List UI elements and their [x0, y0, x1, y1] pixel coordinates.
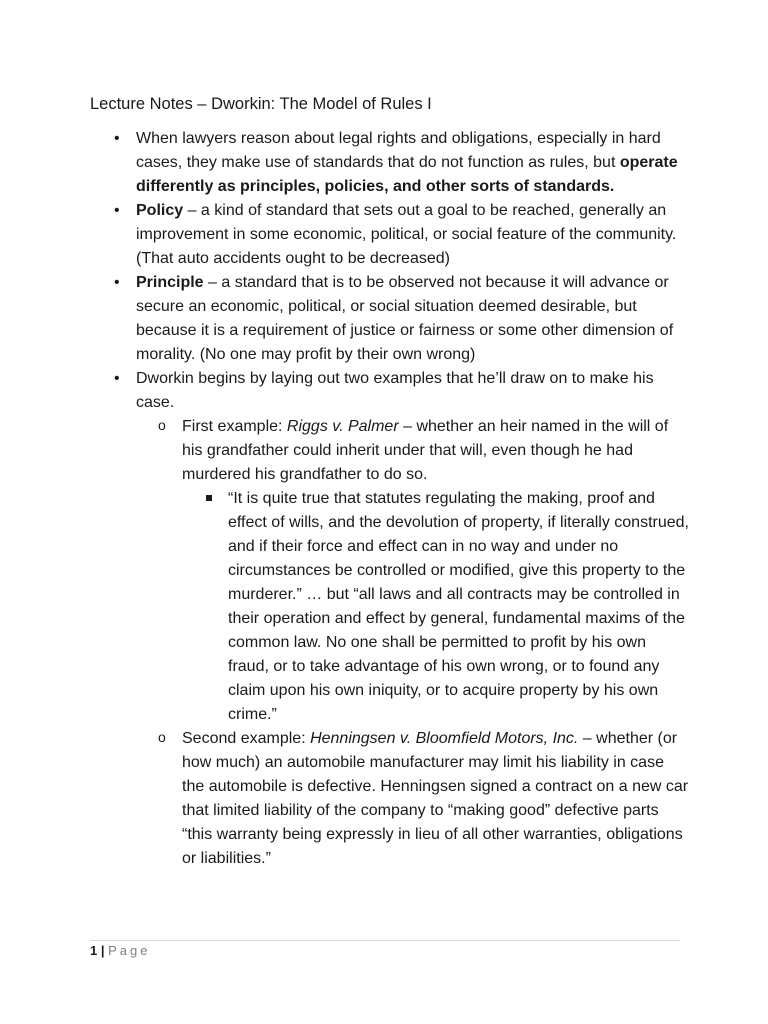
sub-list-item	[136, 727, 690, 871]
footer-separator: |	[97, 943, 109, 958]
bullet-term: Policy	[136, 202, 184, 219]
list-item	[90, 271, 690, 367]
sub-list-item	[136, 415, 690, 727]
example-prefix: First example:	[182, 418, 287, 435]
page-title: Lecture Notes – Dworkin: The Model of Rules I	[90, 95, 432, 113]
bullet-text: – a kind of standard that sets out a goal to be reached, generally an improvement in some economic, political, or social feature of the community. (That auto accidents ought to be decreased)	[136, 202, 677, 267]
bullet-term: Principle	[136, 274, 204, 291]
quote-list	[182, 487, 690, 727]
quote-item	[182, 487, 690, 727]
bullet-list	[90, 127, 690, 871]
bullet-text: When lawyers reason about legal rights and obligations, especially in hard cases, they make use of standards that do not function as rules, but	[136, 130, 661, 171]
page-footer	[90, 942, 150, 960]
list-item	[90, 199, 690, 271]
bullet-text: Dworkin begins by laying out two examples that he’ll draw on to make his case.	[136, 370, 654, 411]
case-name: Riggs v. Palmer	[286, 418, 399, 435]
footer-divider	[90, 940, 680, 941]
example-text: – whether (or how much) an automobile manufacturer may limit his liability in case the automobile is defective. Henningsen signed a contract on a new car that limited liability of the company to “making good” defective parts “this warranty being expressly in lieu of all other warranties, obligations or liabilities.”	[182, 730, 689, 867]
case-name: Henningsen v. Bloomfield Motors, Inc.	[310, 730, 579, 747]
list-item	[90, 367, 690, 871]
example-prefix: Second example:	[182, 730, 311, 747]
bullet-text: – a standard that is to be observed not because it will advance or secure an economic, political, or social situation deemed desirable, but because it is a requirement of justice or fairness or some other dimension of morality. (No one may profit by their own wrong)	[136, 274, 674, 363]
page-word: Page	[108, 943, 151, 958]
sub-list	[90, 415, 690, 871]
example-text: – whether an heir named in the will of his grandfather could inherit under that will, even though he had murdered his grandfather to do so.	[182, 418, 669, 483]
quote-text: “It is quite true that statutes regulating the making, proof and effect of wills, and the devolution of property, if literally construed, and if their force and effect can in no way and under no circumstances be controlled or modified, give this property to the murderer.” … but “all laws and all contracts may be controlled in their operation and effect by general, fundamental maxims of the common law. No one shall be permitted to profit by his own fraud, or to take advantage of his own wrong, or to found any claim upon his own iniquity, or to acquire property by his own crime.”	[228, 490, 689, 723]
list-item	[90, 127, 690, 199]
notes-body	[90, 127, 690, 871]
page-number: 1	[90, 943, 98, 958]
bullet-bold-text: operate differently as principles, policies, and other sorts of standards.	[136, 154, 678, 195]
